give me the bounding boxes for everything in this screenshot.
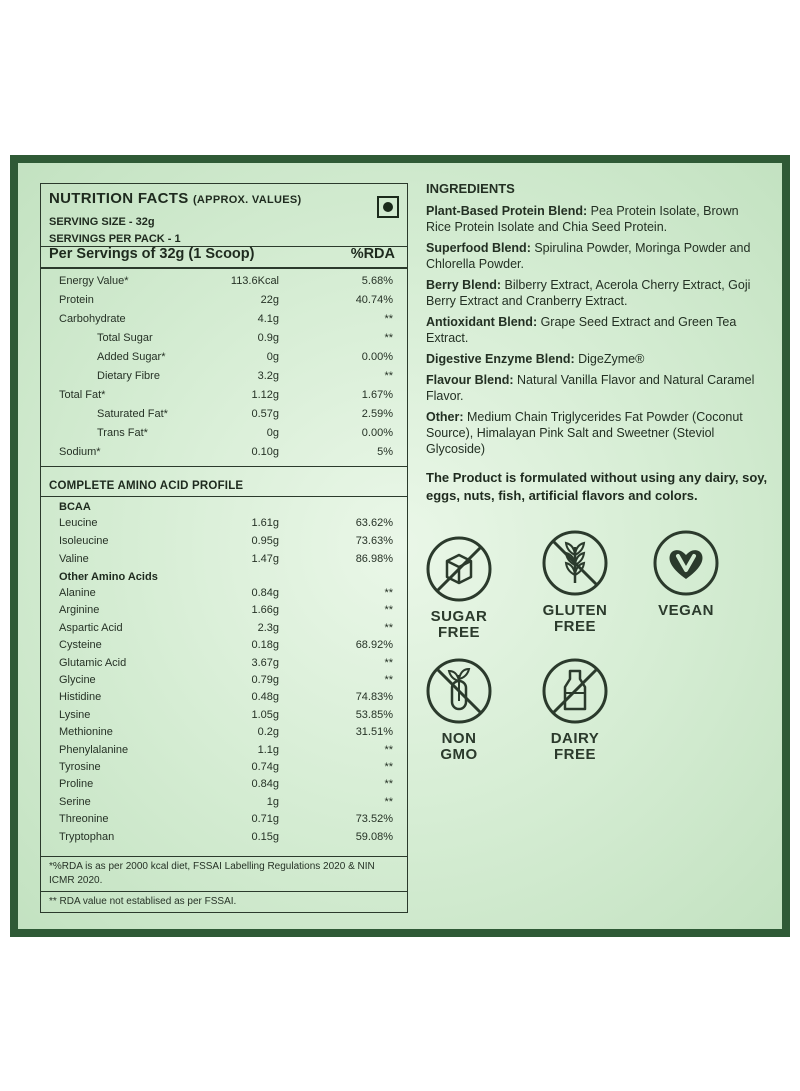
badge-label: VEGAN <box>658 602 714 619</box>
nutrient-rda: ** <box>384 743 393 756</box>
nutrient-name: Added Sugar* <box>97 351 166 363</box>
nutrient-rda: 0.00% <box>361 427 393 439</box>
nutrition-title-sub: (APPROX. VALUES) <box>192 194 302 206</box>
nutrient-name: Histidine <box>59 691 102 704</box>
badge-non-gmo <box>404 657 514 763</box>
badge-label: FREE <box>437 624 480 641</box>
nutrient-quantity: 0g <box>266 351 279 363</box>
nutrient-row <box>41 709 407 727</box>
nutrient-quantity: 1.05g <box>251 708 279 721</box>
nutrient-name: Aspartic Acid <box>59 621 123 634</box>
nutrient-name: Total Sugar <box>97 332 153 344</box>
ingredient-item <box>426 240 766 272</box>
ingredient-label: Flavour Blend: <box>426 373 514 387</box>
nutrient-name: Glutamic Acid <box>59 656 127 669</box>
nutrient-name: Tryptophan <box>59 830 115 843</box>
nutrient-row <box>41 553 407 571</box>
ingredients-list <box>426 203 766 457</box>
nutrient-rda: 5% <box>377 446 393 458</box>
veg-mark-icon <box>377 196 399 218</box>
nutrient-row <box>41 726 407 744</box>
nutrient-quantity: 1.61g <box>251 517 279 529</box>
nutrient-row <box>41 604 407 622</box>
ingredient-item <box>426 409 766 457</box>
nutrient-row <box>41 332 407 350</box>
nutrient-quantity: 0.57g <box>251 408 279 420</box>
label-panel <box>10 155 790 937</box>
nutrient-rda: 31.51% <box>355 726 393 739</box>
footnote-rda: *%RDA is as per 2000 kcal diet, FSSAI Labelling Regulations 2020 & NIN ICMR 2020. <box>49 861 375 886</box>
nutrient-quantity: 1.66g <box>251 604 279 617</box>
nutrient-quantity: 2.3g <box>257 621 279 634</box>
nutrient-quantity: 4.1g <box>257 313 279 325</box>
badge-vegan <box>631 529 741 619</box>
nutrient-rda: 63.62% <box>355 517 393 529</box>
nutrient-row <box>41 408 407 426</box>
nutrition-facts-box <box>40 183 408 913</box>
nutrient-rda: 1.67% <box>361 389 393 401</box>
ingredient-text: DigeZyme® <box>574 352 645 366</box>
nutrient-quantity: 0g <box>266 427 279 439</box>
nutrient-quantity: 0.18g <box>251 639 279 652</box>
nutrient-name: Glycine <box>59 674 96 686</box>
badge-label: NON <box>441 730 477 747</box>
nutrient-rda: ** <box>384 587 393 599</box>
nutrient-quantity: 0.15g <box>251 830 279 843</box>
per-serving-header: Per Servings of 32g (1 Scoop) <box>49 246 255 262</box>
nutrient-name: Proline <box>59 778 94 791</box>
amino-profile-title: COMPLETE AMINO ACID PROFILE <box>49 480 244 492</box>
ingredient-text: Pea Protein Isolate, Brown Rice Protein Isolate and Chia Seed Protein. <box>426 204 739 234</box>
divider <box>41 267 407 269</box>
badge-label: SUGAR <box>430 608 488 625</box>
badge-label: FREE <box>553 746 596 763</box>
nutrient-quantity: 1.47g <box>251 553 279 565</box>
nutrient-name: Energy Value* <box>59 275 129 287</box>
nutrient-quantity: 22g <box>260 294 279 306</box>
wheat-icon <box>541 529 609 597</box>
nutrient-quantity: 1.1g <box>257 743 279 756</box>
nutrient-name: Methionine <box>59 726 113 739</box>
nutrient-rda: 2.59% <box>361 408 393 420</box>
nutrition-title-text: NUTRITION FACTS <box>49 190 189 207</box>
nutrient-quantity: 1.12g <box>251 389 279 401</box>
ingredient-text: Medium Chain Triglycerides Fat Powder (Coconut Source), Himalayan Pink Salt and Sweetner (Steviol Glycoside) <box>426 410 743 456</box>
badge-gluten-free <box>520 529 630 635</box>
vegan-heart-icon <box>652 529 720 597</box>
nutrient-row <box>41 744 407 762</box>
nutrient-name: Alanine <box>59 587 96 599</box>
nutrient-name: Total Fat* <box>59 389 106 401</box>
nutrient-rda: ** <box>384 656 393 669</box>
nutrient-row <box>41 657 407 675</box>
nutrient-name: Serine <box>59 795 91 808</box>
nutrient-quantity: 113.6Kcal <box>230 275 279 287</box>
nutrient-row <box>41 778 407 796</box>
nutrient-row <box>41 517 407 535</box>
badge-label: GMO <box>440 746 478 763</box>
nutrient-rda: 0.00% <box>361 351 393 363</box>
nutrient-rda: 53.85% <box>355 708 393 721</box>
badge-label: GLUTEN <box>542 602 608 619</box>
ingredient-item <box>426 372 766 404</box>
ingredient-label: Digestive Enzyme Blend: <box>426 352 575 366</box>
ingredient-item <box>426 314 766 346</box>
nutrient-quantity: 0.10g <box>251 446 279 458</box>
milk-bottle-icon <box>541 657 609 725</box>
nutrient-quantity: 0.2g <box>257 726 279 739</box>
nutrient-name: Valine <box>59 553 89 565</box>
nutrient-name: Cysteine <box>59 639 102 652</box>
nutrient-row <box>41 446 407 464</box>
nutrient-rda: ** <box>384 778 393 791</box>
nutrient-quantity: 3.67g <box>251 656 279 669</box>
nutrient-name: Phenylalanine <box>59 743 129 756</box>
nutrient-quantity: 0.95g <box>251 535 279 547</box>
badge-dairy-free <box>520 657 630 763</box>
nutrition-title <box>49 190 301 207</box>
divider <box>41 856 407 857</box>
nutrient-quantity: 0.79g <box>251 674 279 686</box>
servings-per-pack: SERVINGS PER PACK - 1 <box>49 233 181 245</box>
nutrient-name: Threonine <box>59 813 109 826</box>
nutrient-quantity: 0.71g <box>251 813 279 826</box>
ingredient-label: Antioxidant Blend: <box>426 315 538 329</box>
ingredient-label: Plant-Based Protein Blend: <box>426 204 588 218</box>
nutrient-name: Saturated Fat* <box>97 408 168 420</box>
ingredient-item <box>426 277 766 309</box>
nutrient-rda: 73.63% <box>355 535 393 547</box>
rda-header: %RDA <box>350 246 395 262</box>
divider <box>41 891 407 892</box>
nutrient-rda: 74.83% <box>355 691 393 704</box>
ingredient-text: Bilberry Extract, Acerola Cherry Extract, Goji Berry Extract and Cranberry Extract. <box>426 278 751 308</box>
ingredient-text: Natural Vanilla Flavor and Natural Caramel Flavor. <box>426 373 755 403</box>
bcaa-label: BCAA <box>59 501 91 513</box>
badge-label: FREE <box>553 618 596 635</box>
nutrient-quantity: 0.84g <box>251 778 279 791</box>
nutrient-rda: 5.68% <box>361 275 393 287</box>
nutrient-rda: 68.92% <box>355 639 393 652</box>
nutrient-name: Carbohydrate <box>59 313 126 325</box>
nutrient-row <box>41 313 407 331</box>
nutrient-quantity: 0.9g <box>257 332 279 344</box>
nutrient-quantity: 0.84g <box>251 587 279 599</box>
nutrient-rda: 86.98% <box>355 553 393 565</box>
free-from-claim: The Product is formulated without using any dairy, soy, eggs, nuts, fish, artificial flavors and colors. <box>426 470 768 503</box>
ingredient-label: Superfood Blend: <box>426 241 531 255</box>
nutrient-rda: 59.08% <box>355 830 393 843</box>
nutrient-row <box>41 370 407 388</box>
nutrient-row <box>41 796 407 814</box>
serving-size: SERVING SIZE - 32g <box>49 216 155 228</box>
nutrient-rda: ** <box>384 674 393 686</box>
divider <box>41 496 407 497</box>
nutrient-row <box>41 622 407 640</box>
nutrient-quantity: 1g <box>266 795 279 808</box>
nutrient-quantity: 0.74g <box>251 761 279 773</box>
nutrient-name: Isoleucine <box>59 535 109 547</box>
footnote-not-established: ** RDA value not establised as per FSSAI. <box>49 896 237 907</box>
test-tube-plant-icon <box>425 657 493 725</box>
nutrient-rda: 73.52% <box>355 813 393 826</box>
nutrient-row <box>41 294 407 312</box>
nutrient-quantity: 3.2g <box>257 370 279 382</box>
other-amino-label: Other Amino Acids <box>59 571 158 583</box>
ingredient-item <box>426 203 766 235</box>
nutrient-row <box>41 831 407 849</box>
nutrient-rda: ** <box>384 370 393 382</box>
nutrient-rda: ** <box>384 313 393 325</box>
ingredient-label: Other: <box>426 410 464 424</box>
sugar-cube-icon <box>425 535 493 603</box>
ingredients-title: INGREDIENTS <box>426 181 515 196</box>
nutrient-row <box>41 813 407 831</box>
ingredient-item <box>426 351 766 367</box>
ingredient-label: Berry Blend: <box>426 278 502 292</box>
ingredients-section <box>426 181 766 462</box>
nutrient-name: Dietary Fibre <box>97 370 160 382</box>
nutrient-row <box>41 389 407 407</box>
nutrient-row <box>41 535 407 553</box>
nutrient-name: Leucine <box>59 517 98 529</box>
nutrient-rda: ** <box>384 761 393 773</box>
nutrient-quantity: 0.48g <box>251 691 279 704</box>
nutrient-name: Sodium* <box>59 446 101 458</box>
nutrient-name: Tyrosine <box>59 761 101 773</box>
nutrient-rda: ** <box>384 621 393 634</box>
ingredient-text: Spirulina Powder, Moringa Powder and Chlorella Powder. <box>426 241 751 271</box>
nutrient-row <box>41 639 407 657</box>
badge-label: DAIRY <box>550 730 600 747</box>
nutrient-name: Trans Fat* <box>97 427 148 439</box>
nutrient-name: Protein <box>59 294 94 306</box>
nutrient-row <box>41 691 407 709</box>
nutrient-row <box>41 275 407 293</box>
nutrient-row <box>41 674 407 692</box>
nutrient-row <box>41 351 407 369</box>
nutrient-rda: ** <box>384 604 393 617</box>
nutrient-row <box>41 587 407 605</box>
divider <box>41 466 407 467</box>
label-background <box>18 163 782 929</box>
nutrient-rda: ** <box>384 795 393 808</box>
ingredient-text: Grape Seed Extract and Green Tea Extract. <box>426 315 737 345</box>
nutrient-name: Lysine <box>59 708 91 721</box>
nutrient-rda: 40.74% <box>355 294 393 306</box>
nutrient-row <box>41 427 407 445</box>
nutrient-row <box>41 761 407 779</box>
badge-sugar-free <box>404 535 514 641</box>
nutrient-rda: ** <box>384 332 393 344</box>
nutrient-name: Arginine <box>59 604 100 617</box>
